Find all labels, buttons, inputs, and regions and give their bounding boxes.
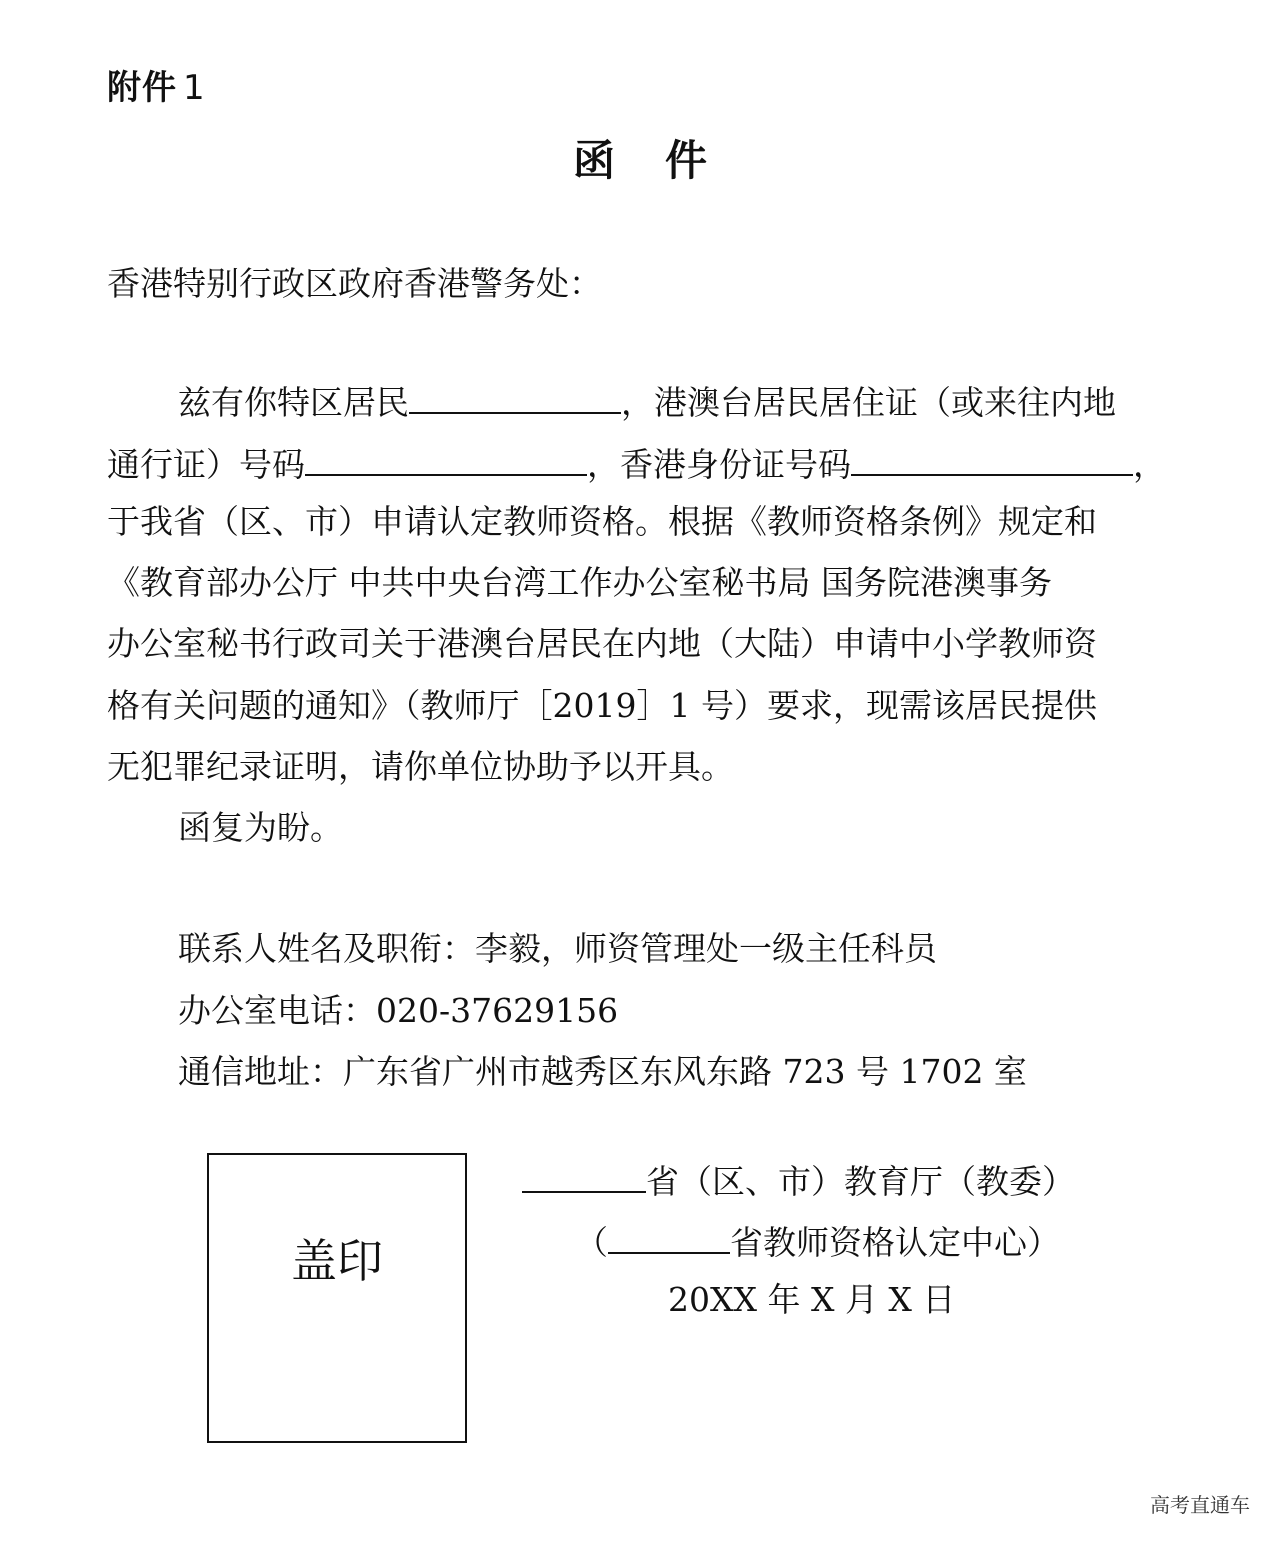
attachment-text: 附件 <box>107 68 177 108</box>
body-line-4: 《教育部办公厅 中共中央台湾工作办公室秘书局 国务院港澳事务 <box>107 563 1052 602</box>
body-line-1-text-a: 兹有你特区居民 <box>178 383 409 422</box>
body-line-2-text-c: ， <box>1133 445 1166 484</box>
resident-name-blank[interactable] <box>409 378 621 414</box>
contact-person: 联系人姓名及职衔：李毅，师资管理处一级主任科员 <box>178 929 937 968</box>
signature-date: 20XX 年 X 月 X 日 <box>668 1280 956 1319</box>
body-line-6: 格有关问题的通知》（教师厅［2019］1 号）要求，现需该居民提供 <box>107 686 1097 725</box>
document-title: 函件 <box>572 136 757 185</box>
signature-department <box>522 1157 1075 1204</box>
province-blank[interactable] <box>522 1157 646 1193</box>
signature-center <box>575 1218 1060 1265</box>
contact-phone: 办公室电话：020-37629156 <box>178 991 619 1030</box>
signature-center-text: 省教师资格认定中心） <box>730 1223 1060 1262</box>
body-line-2 <box>107 440 1166 487</box>
attachment-label <box>107 60 206 109</box>
permit-number-blank[interactable] <box>305 440 587 476</box>
watermark: 高考直通车 <box>1150 1493 1250 1517</box>
hkid-number-blank[interactable] <box>851 440 1133 476</box>
addressee: 香港特别行政区政府香港警务处： <box>107 264 602 303</box>
body-line-2-text-a: 通行证）号码 <box>107 445 305 484</box>
body-line-1 <box>178 378 1116 425</box>
closing-line: 函复为盼。 <box>178 808 343 847</box>
center-province-blank[interactable] <box>608 1218 730 1254</box>
body-line-2-text-b: ，香港身份证号码 <box>587 445 851 484</box>
stamp-box <box>207 1153 467 1443</box>
attachment-number: 1 <box>183 68 206 108</box>
signature-center-open: （ <box>575 1223 608 1262</box>
contact-address: 通信地址：广东省广州市越秀区东风东路 723 号 1702 室 <box>178 1052 1027 1091</box>
body-line-7: 无犯罪纪录证明，请你单位协助予以开具。 <box>107 747 734 786</box>
stamp-label: 盖印 <box>291 1234 383 1288</box>
body-line-3: 于我省（区、市）申请认定教师资格。根据《教师资格条例》规定和 <box>107 502 1097 541</box>
body-line-5: 办公室秘书行政司关于港澳台居民在内地（大陆）申请中小学教师资 <box>107 624 1097 663</box>
body-line-1-text-b: ，港澳台居民居住证（或来往内地 <box>621 383 1116 422</box>
signature-department-text: 省（区、市）教育厅（教委） <box>646 1162 1075 1201</box>
